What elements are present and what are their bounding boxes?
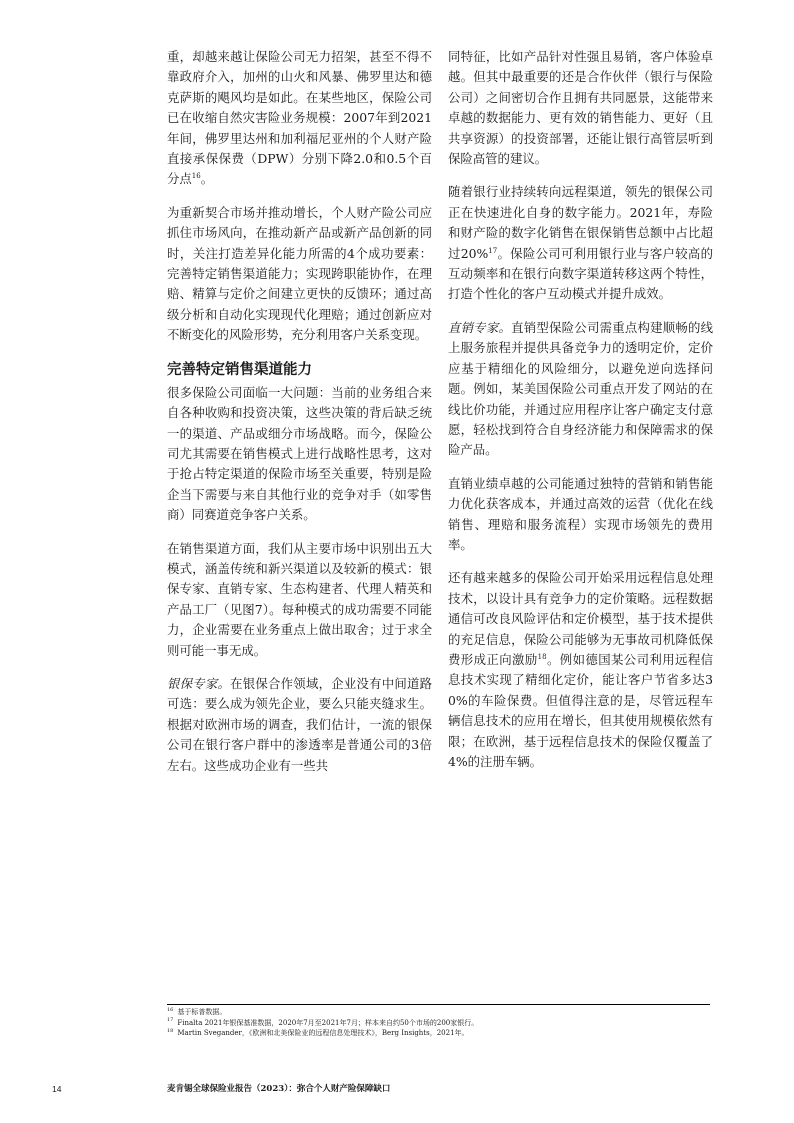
- paragraph: 很多保险公司面临一大问题：当前的业务组合来自各种收购和投资决策，这些决策的背后缺乏统一的渠道、产品或细分市场战略。而今，保险公司尤其需要在销售模式上进行战略性思考，这对于抢占特定渠道的保险市场至关重要，特别是险企当下需要与来自其他行业的竞争对手（如零售商）同赛道竞争客户关系。: [167, 384, 432, 523]
- footnote-ref[interactable]: 16: [191, 172, 201, 181]
- footnote: $^{17}$ Finalta 2021年银保基准数据，2020年7月至2021年7月；样本来自约50个市场的200家银行。: [167, 1017, 479, 1027]
- paragraph: 还有越来越多的保险公司开始采用远程信息处理技术，以设计具有竞争力的定价策略。远程数据通信可改良风险评估和定价模型，基于技术提供的充足信息，保险公司能够为无事故司机降低保费形成正向激励$^{18}$。例如德国某公司利用远程信息技术实现了精细化定价，能让客户节省多达30%的车险保费。但值得注意的是，尽管远程车辆信息技术的应用在增长，但其使用规模依然有限；在欧洲，基于远程信息技术的保险仅覆盖了4%的注册车辆。: [448, 570, 714, 769]
- footnote-ref[interactable]: 18: [537, 652, 547, 661]
- footnote-number: 16: [167, 1006, 174, 1013]
- footnote-number: 17: [167, 1017, 174, 1024]
- paragraph: 在销售渠道方面，我们从主要市场中识别出五大模式，涵盖传统和新兴渠道以及较新的模式：银保专家、直销专家、生态构建者、代理人精英和产品工厂（见图7）。每种模式的成功需要不同能力，企业需要在业务重点上做出取舍；过于求全则可能一事无成。: [167, 540, 432, 658]
- lead-term: 银保专家。: [167, 675, 231, 691]
- paragraph: 直销专家。直销型保险公司需重点构建顺畅的线上服务旅程并提供具备竞争力的透明定价，定价应基于精细化的风险细分，以避免逆向选择问题。例如，某美国保险公司重点开发了网站的在线比价功能，并通过应用程序让客户确定支付意愿，轻松找到符合自身经济能力和保障需求的保险产品。: [448, 319, 714, 458]
- section-heading: 完善特定销售渠道能力: [167, 360, 312, 378]
- report-title: 麦肯锡全球保险业报告（2023）：弥合个人财产险保障缺口: [167, 1084, 391, 1094]
- left-column: [167, 47, 432, 789]
- paragraph: 为重新契合市场并推动增长，个人财产险公司应抓住市场风向，在推动新产品或新产品创新的同时，关注打造差异化能力所需的4个成功要素：完善特定销售渠道能力；实现跨职能协作，在理赔、精算与定价之间建立更快的反馈环；通过高级分析和自动化实现现代化理赔；通过创新应对不断变化的风险形势，充分利用客户关系变现。: [167, 204, 432, 343]
- footnote: $^{18}$ Martin Svegander，《欧洲和北美保险业的远程信息处理技术》，Berg Insights，2021年。: [167, 1027, 469, 1037]
- paragraph: 同特征，比如产品针对性强且易销，客户体验卓越。但其中最重要的还是合作伙伴（银行与保险公司）之间密切合作且拥有共同愿景，这能带来卓越的数据能力、更有效的销售能力、更好（且共享资源）的投资部署，还能让银行高管层听到保险高管的建议。: [448, 49, 713, 167]
- right-column: [448, 47, 713, 785]
- paragraph: 随着银行业持续转向远程渠道，领先的银保公司正在快速进化自身的数字能力。2021年，寿险和财产险的数字化销售在银保销售总额中占比超过20%$^{17}$。保险公司可利用银行业与客户较高的互动频率和在银行向数字渠道转移这两个特性，打造个性化的客户互动模式并提升成效。: [448, 184, 714, 302]
- footnotes: [167, 1004, 710, 1039]
- paragraph: 银保专家。在银保合作领域，企业没有中间道路可选：要么成为领先企业，要么只能夹缝求生。根据对欧洲市场的调查，我们估计，一流的银保公司在银行客户群中的渗透率是普通公司的3倍左右。这些成功企业有一些共: [167, 675, 433, 773]
- footnote-number: 18: [167, 1027, 174, 1034]
- page-number: 14: [52, 1084, 62, 1094]
- footnote-ref[interactable]: 17: [488, 246, 498, 255]
- lead-term: 直销专家。: [448, 319, 512, 335]
- paragraph: 重，却越来越让保险公司无力招架，甚至不得不靠政府介入，加州的山火和风暴、佛罗里达和德克萨斯的飓风均是如此。在某些地区，保险公司已在收缩自然灾害险业务规模：2007年到2021年间，佛罗里达州和加利福尼亚州的个人财产险直接承保保费（DPW）分别下降2.0和0.5个百分点$^{16}$。: [167, 49, 432, 187]
- paragraph: 直销业绩卓越的公司能通过独特的营销和销售能力优化获客成本，并通过高效的运营（优化在线销售、理赔和服务流程）实现市场领先的费用率。: [448, 475, 713, 552]
- footnote: $^{16}$ 基于标普数据。: [167, 1006, 227, 1016]
